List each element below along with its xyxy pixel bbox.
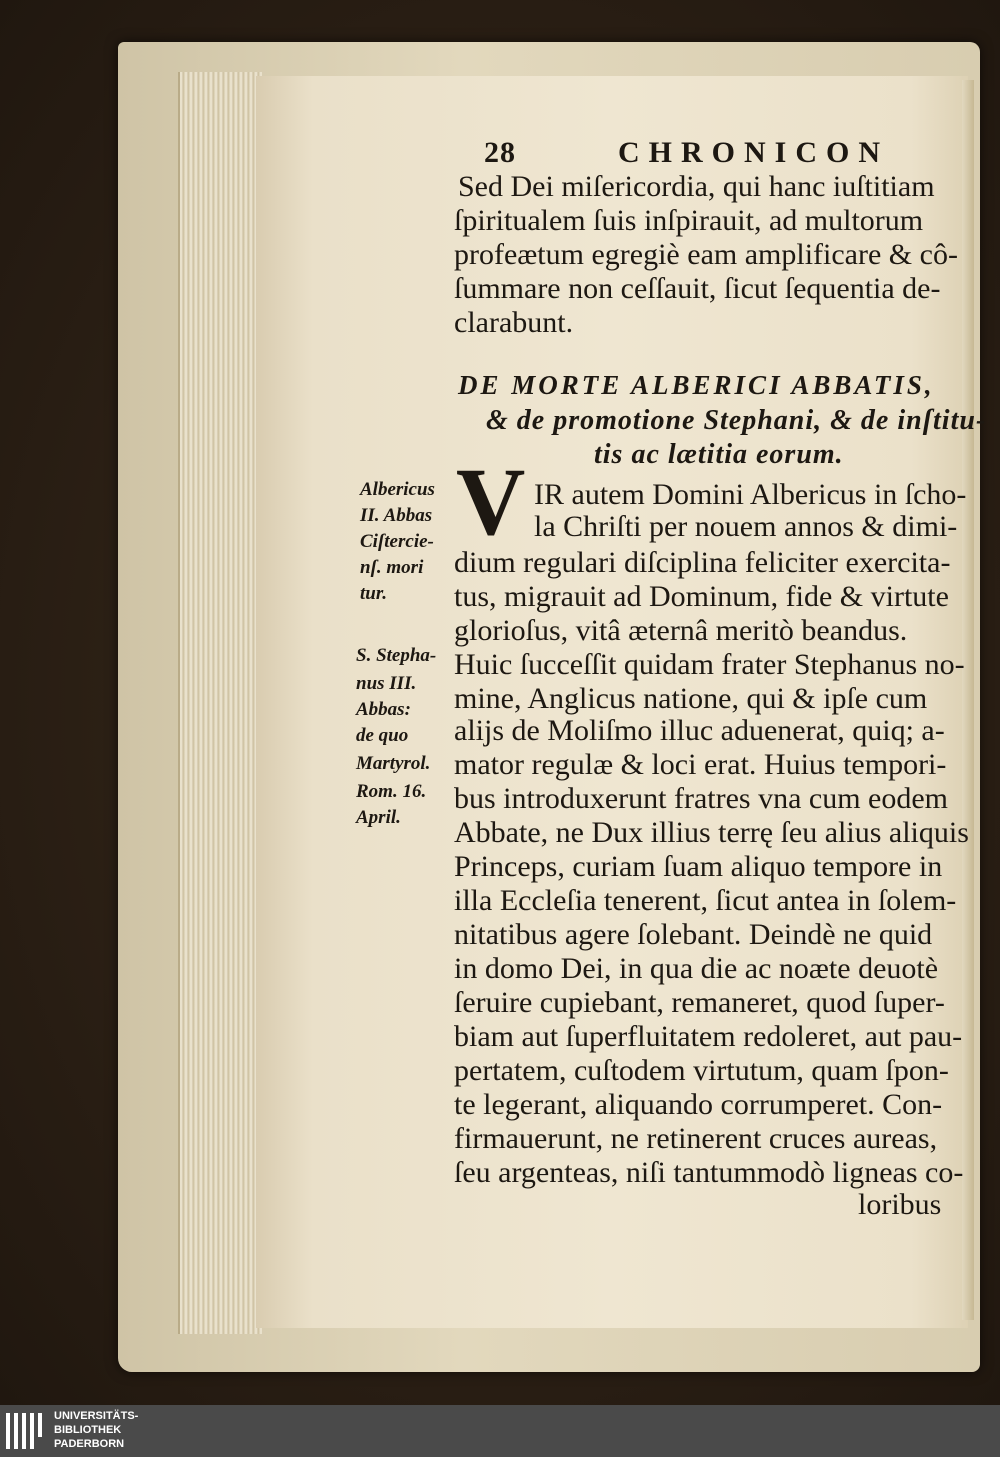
margin-note-line: II. Abbas	[360, 505, 433, 526]
body-line: la Chriſti per nouem annos & dimi-	[534, 510, 958, 543]
body-line: pertatem, cuſtodem virtutum, quam ſpon-	[454, 1054, 949, 1087]
body-line: bus introduxerunt fratres vna cum eodem	[454, 782, 949, 815]
body-line: ſpiritualem ſuis inſpirauit, ad multorum	[454, 204, 924, 237]
margin-note-line: nus III.	[356, 673, 417, 694]
body-line: firmauerunt, ne retinerent cruces aureas,	[454, 1122, 938, 1155]
library-name-line: BIBLIOTHEK	[54, 1424, 122, 1436]
library-name-line: PADERBORN	[54, 1438, 125, 1450]
chapter-heading-line: tis ac lætitia eorum.	[594, 439, 844, 470]
drop-cap: V	[456, 448, 526, 555]
margin-note-line: de quo	[356, 725, 409, 746]
margin-note-line: Ciſtercie-	[360, 531, 434, 552]
margin-note-line: Albericus	[360, 479, 435, 500]
margin-note-line: Rom. 16.	[356, 781, 427, 802]
margin-note-line: nſ. mori	[360, 557, 424, 578]
body-line: glorioſus, vitâ æternâ meritò beandus.	[454, 614, 908, 647]
chapter-heading-line: DE MORTE ALBERICI ABBATIS,	[458, 370, 935, 400]
body-line: alijs de Moliſmo illuc aduenerat, quiq; a-	[454, 714, 945, 747]
body-line: tus, migrauit ad Dominum, fide & virtute	[454, 580, 949, 613]
body-line: Abbate, ne Dux illius terrę ſeu alius aliquis	[454, 816, 969, 849]
library-footer	[0, 1405, 1000, 1457]
body-line: dium regulari diſciplina feliciter exercita-	[454, 546, 951, 579]
body-line: ſeu argenteas, niſi tantummodò ligneas co-	[454, 1156, 964, 1189]
margin-note-line: Abbas:	[356, 699, 411, 720]
body-line: profeætum egregiè eam amplificare & cô-	[454, 238, 958, 271]
margin-note-line: S. Stepha-	[356, 645, 437, 666]
body-line: mine, Anglicus natione, qui & ipſe cum	[454, 682, 928, 715]
body-line: ſummare non ceſſauit, ſicut ſequentia de-	[454, 272, 941, 305]
page-gutter	[962, 80, 974, 1320]
page-number: 28	[484, 136, 516, 169]
page-edges	[178, 72, 262, 1334]
margin-note-line: tur.	[360, 583, 387, 604]
running-head-title: CHRONICON	[618, 136, 890, 169]
library-name-line: UNIVERSITÄTS-	[54, 1410, 139, 1422]
body-line: illa Eccleſia tenerent, ſicut antea in ſolem-	[454, 884, 957, 917]
body-line: nitatibus agere ſolebant. Deindè ne quid	[454, 918, 933, 951]
body-line: loribus	[858, 1188, 942, 1221]
body-line: IR autem Domini Albericus in ſcho-	[534, 478, 967, 511]
body-line: Princeps, curiam ſuam aliquo tempore in	[454, 850, 943, 883]
body-line: ſeruire cupiebant, remaneret, quod ſuper-	[454, 986, 945, 1019]
body-line: te legerant, aliquando corrumperet. Con-	[454, 1088, 943, 1121]
margin-note-line: Martyrol.	[356, 753, 431, 774]
running-head	[484, 136, 890, 172]
body-line: in domo Dei, in qua die ac noæte deuotè	[454, 952, 939, 985]
margin-note-line: April.	[356, 807, 401, 828]
chapter-heading-line: & de promotione Stephani, & de inſtitu-	[486, 405, 987, 436]
body-line: biam aut ſuperfluitatem redoleret, aut pau-	[454, 1020, 963, 1053]
body-line: Sed Dei miſericordia, qui hanc iuſtitiam	[458, 170, 935, 203]
body-line: clarabunt.	[454, 306, 574, 339]
body-line: Huic ſucceſſit quidam frater Stephanus no-	[454, 648, 965, 681]
library-name	[54, 1409, 138, 1451]
library-logo-icon	[6, 1413, 48, 1449]
body-line: mator regulæ & loci erat. Huius tempori-	[454, 748, 947, 781]
